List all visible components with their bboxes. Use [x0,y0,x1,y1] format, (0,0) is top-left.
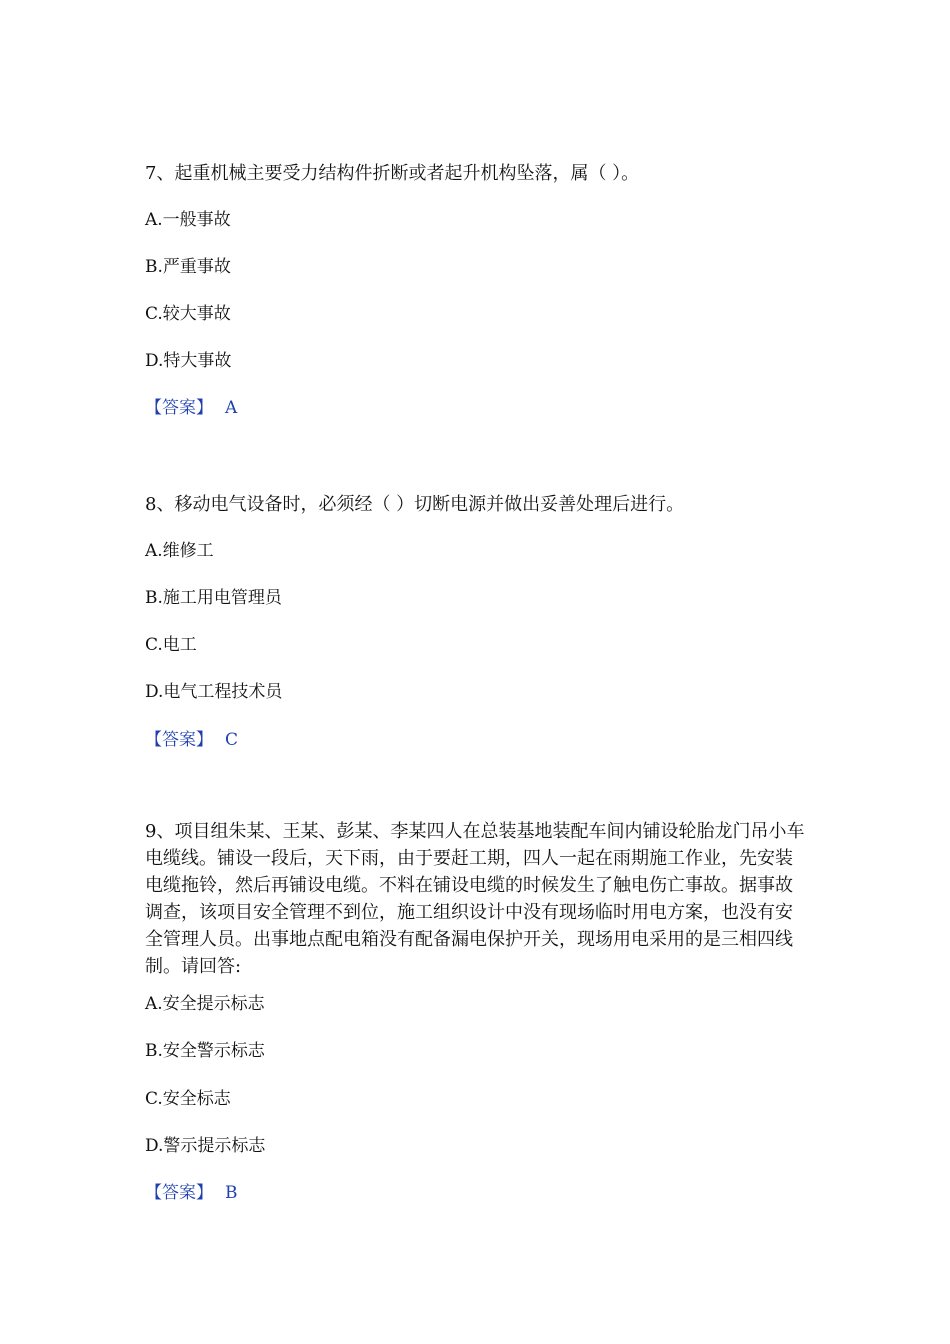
option-a: A.一般事故 [145,210,231,230]
option-c: C.安全标志 [145,1089,231,1109]
option-d: D.特大事故 [145,351,232,371]
question-8 [145,491,810,518]
answer-value: C [225,730,239,750]
answer-value: A [225,398,238,418]
answer-label: 【答案】 [145,1183,213,1203]
answer-line [145,1182,238,1204]
option-d: D.警示提示标志 [145,1136,266,1156]
answer-label: 【答案】 [145,398,213,418]
question-stem: 9、项目组朱某、王某、彭某、李某四人在总装基地装配车间内铺设轮胎龙门吊小车电缆线。铺设一段后，天下雨，由于要赶工期，四人一起在雨期施工作业，先安装电缆拖铃，然后再铺设电缆。不料在铺设电缆的时候发生了触电伤亡事故。据事故调查，该项目安全管理不到位，施工组织设计中没有现场临时用电方案，也没有安全管理人员。出事地点配电箱没有配备漏电保护开关，现场用电采用的是三相四线制。请回答: [145,821,805,977]
answer-label: 【答案】 [145,730,213,750]
option-d: D.电气工程技术员 [145,682,283,702]
answer-line [145,397,237,419]
question-stem: 7、起重机械主要受力结构件折断或者起升机构坠落，属（ ）。 [145,163,640,184]
option-a: A.安全提示标志 [145,994,265,1014]
option-c: C.电工 [145,635,197,655]
question-9 [145,818,810,980]
option-c: C.较大事故 [145,304,231,324]
question-stem: 8、移动电气设备时，必须经（ ）切断电源并做出妥善处理后进行。 [145,494,685,515]
answer-line [145,729,238,751]
option-a: A.维修工 [145,541,214,561]
answer-value: B [225,1183,238,1203]
question-7 [145,160,810,187]
option-b: B.严重事故 [145,257,231,277]
option-b: B.施工用电管理员 [145,588,282,608]
option-b: B.安全警示标志 [145,1041,265,1061]
